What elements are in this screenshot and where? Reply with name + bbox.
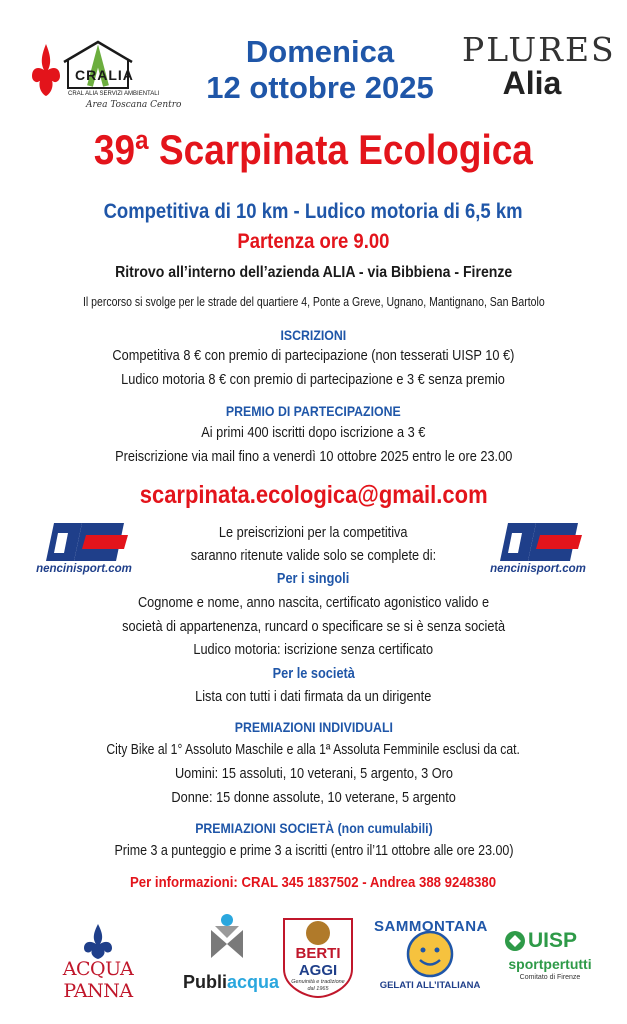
preiscrizioni-line2: saranno ritenute valide solo se complete di:	[190, 548, 437, 564]
singoli-line2: società di appartenenza, runcard o specificare se si è senza società	[121, 619, 506, 635]
cral-alia-logo	[28, 36, 182, 116]
acqua-panna-text: ACQUA PANNA	[62, 958, 134, 1002]
info-contacts: Per informazioni: CRAL 345 1837502 - Andrea 388 9248380	[130, 874, 497, 891]
societa-title: Per le società	[272, 666, 355, 682]
premiazioni-individuali-line3: Donne: 15 donne assolute, 10 veterane, 5 argento	[171, 790, 456, 806]
cral-logo-tagline: CRAL ALIA SERVIZI AMBIENTALI	[68, 91, 160, 97]
cral-logo-area: Area Toscana Centro	[86, 100, 182, 110]
sammontana-tagline: GELATI ALL’ITALIANA	[379, 980, 481, 991]
event-title: 39ª Scarpinata Ecologica	[94, 126, 533, 173]
plures-text: PLURES	[462, 30, 616, 69]
premiazioni-societa-title: PREMIAZIONI SOCIETÀ (non cumulabili)	[194, 820, 433, 836]
societa-line1: Lista con tutti i dati firmata da un dirigente	[195, 689, 432, 705]
berti-text: BERTI	[295, 945, 341, 962]
acqua-panna-logo	[30, 922, 166, 1002]
event-date	[190, 34, 450, 106]
date-full: 12 ottobre 2025	[206, 70, 434, 105]
singoli-line3: Ludico motoria: iscrizione senza certificato	[193, 642, 434, 658]
sammontana-text: SAMMONTANA	[374, 918, 488, 935]
plures-alia-logo	[462, 30, 616, 102]
premiazioni-individuali-title: PREMIAZIONI INDIVIDUALI	[234, 719, 393, 735]
uisp-sub: Comitato di Firenze	[519, 974, 581, 981]
berti-aggi-logo	[280, 909, 356, 999]
premiazioni-individuali-line1: City Bike al 1° Assoluto Maschile e alla 1ª Assoluta Femminile esclusi da cat.	[106, 742, 521, 758]
iscrizioni-ludica: Ludico motoria 8 € con premio di partecipazione e 3 € senza premio	[121, 372, 506, 388]
meeting-point: Ritrovo all’interno dell’azienda ALIA - via Bibbiena - Firenze	[114, 264, 513, 281]
uisp-logo	[500, 928, 600, 988]
event-distances: Competitiva di 10 km - Ludico motoria di 6,5 km	[104, 200, 523, 223]
preiscrizioni-line1: Le preiscrizioni per la competitiva	[219, 525, 408, 541]
aggi-text: AGGI	[298, 962, 338, 979]
nencini-site-right: nencinisport.com	[490, 563, 586, 575]
cral-logo-name: CRALIA	[75, 67, 134, 83]
route-description: Il percorso si svolge per le strade del quartiere 4, Ponte a Greve, Ugnano, Mantignano, San Bartolo	[82, 295, 545, 309]
premiazioni-individuali-line2: Uomini: 15 assoluti, 10 veterani, 5 argento, 3 Oro	[174, 766, 453, 782]
uisp-text: UISP	[528, 929, 578, 952]
uisp-tagline: sportpertutti	[508, 956, 592, 972]
publiacqua-text: Publiacqua	[183, 972, 280, 992]
premio-line2: Preiscrizione via mail fino a venerdì 10 ottobre 2025 entro le ore 23.00	[114, 449, 513, 465]
contact-email[interactable]: scarpinata.ecologica@gmail.com	[139, 481, 488, 509]
premio-title: PREMIO DI PARTECIPAZIONE	[226, 403, 401, 419]
sammontana-logo	[374, 912, 486, 996]
date-day: Domenica	[245, 34, 395, 69]
premiazioni-societa-line1: Prime 3 a punteggio e prime 3 a iscritti (entro il’11 ottobre alle ore 23.00)	[113, 843, 514, 859]
berti-tagline: Genuinità e tradizione dal 1965	[291, 979, 345, 992]
publiacqua-logo	[183, 914, 280, 998]
singoli-title: Per i singoli	[277, 571, 350, 587]
singoli-line1: Cognome e nome, anno nascita, certificato agonistico valido e	[137, 595, 490, 611]
iscrizioni-competitiva: Competitiva 8 € con premio di partecipazione (non tesserati UISP 10 €)	[112, 348, 515, 364]
premio-line1: Ai primi 400 iscritti dopo iscrizione a 3 €	[201, 425, 426, 441]
alia-text: Alia	[502, 65, 562, 101]
start-time: Partenza ore 9.00	[237, 230, 390, 253]
iscrizioni-title: ISCRIZIONI	[280, 327, 347, 343]
nencini-site-left: nencinisport.com	[36, 563, 132, 575]
